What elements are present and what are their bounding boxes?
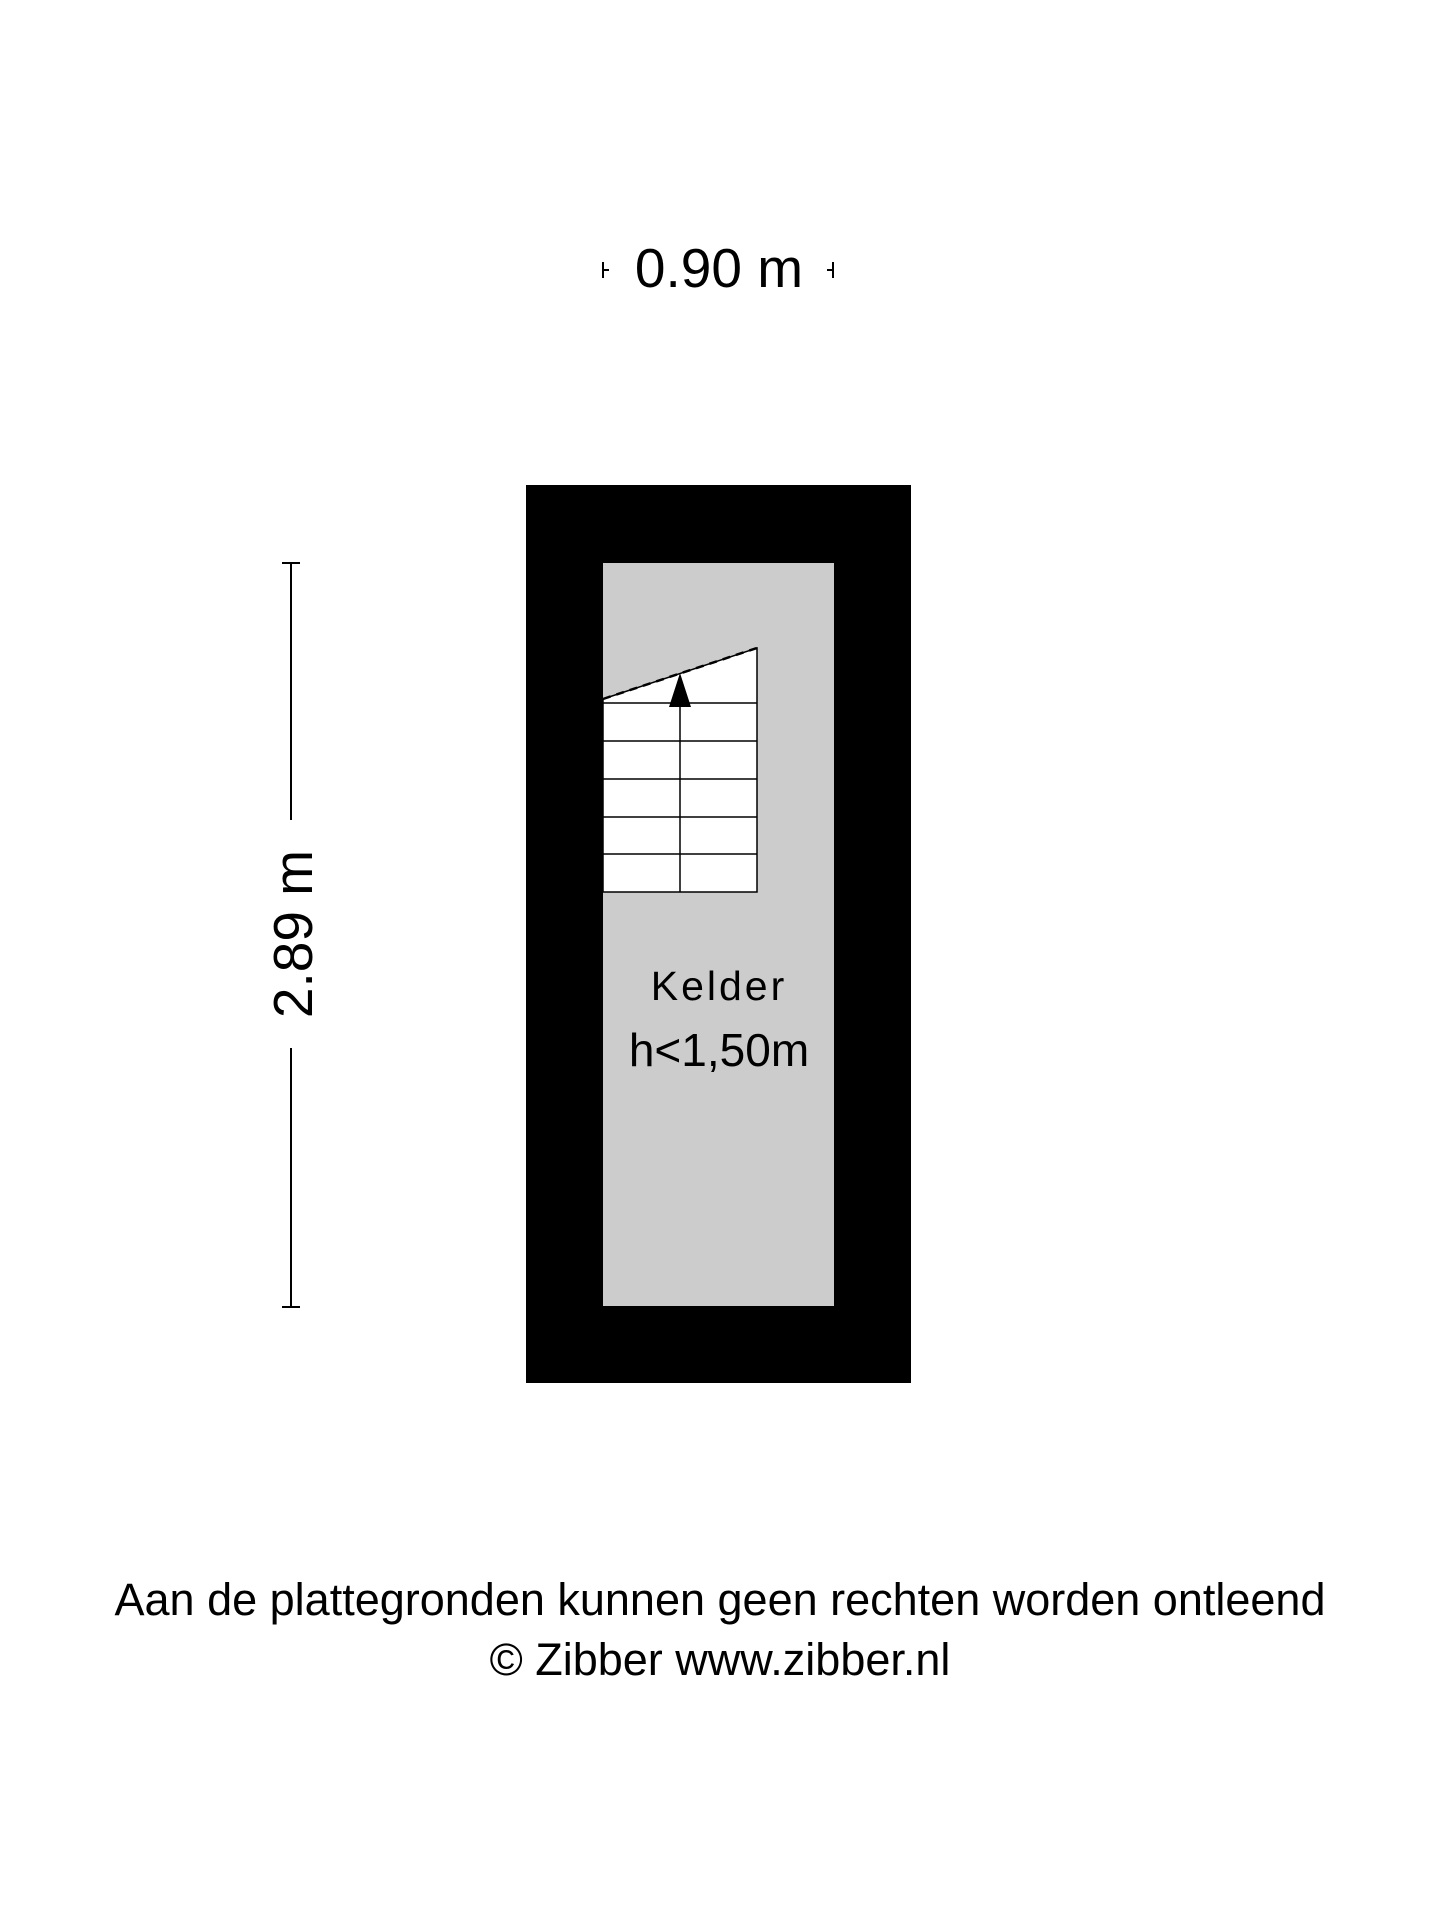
disclaimer-text: Aan de plattegronden kunnen geen rechten worden ontleend (114, 1574, 1326, 1625)
room-kelder (526, 485, 911, 1383)
room-name: Kelder (650, 963, 788, 1009)
copyright-text: © Zibber www.zibber.nl (489, 1634, 951, 1685)
length-dimension-label: 2.89 m (262, 849, 324, 1019)
width-dimension (603, 237, 833, 299)
width-dimension-label: 0.90 m (634, 237, 804, 299)
room-height-note: h<1,50m (628, 1024, 810, 1076)
length-dimension (262, 563, 324, 1307)
